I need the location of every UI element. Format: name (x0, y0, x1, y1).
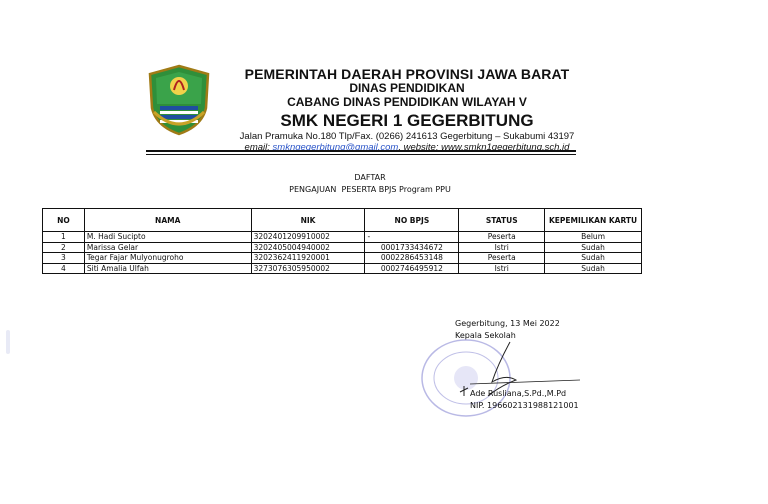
cell-nik: 3202405004940002 (251, 242, 365, 253)
table-header-row (43, 209, 642, 232)
header-nama: NAMA (84, 209, 251, 232)
cell-nama: Siti Amalia Ulfah (84, 263, 251, 274)
letterhead-rule-thick (146, 150, 576, 152)
jawa-barat-crest-icon (146, 64, 212, 136)
header-status: STATUS (459, 209, 545, 232)
cell-nik: 3273076305950002 (251, 263, 365, 274)
letterhead-dinas: DINAS PENDIDIKAN (349, 81, 465, 96)
signer-block (470, 388, 579, 411)
cell-kepemilikan: Sudah (545, 253, 642, 264)
cell-nama: M. Hadi Sucipto (84, 232, 251, 243)
cell-kepemilikan: Belum (545, 232, 642, 243)
table-row (43, 253, 642, 264)
header-no: NO (43, 209, 85, 232)
letterhead-rule-thin (146, 154, 576, 155)
website-text: www.smkn1gegerbitung.sch.id (441, 142, 570, 154)
website-label: , website: (398, 142, 439, 154)
document-title-line1: DAFTAR (354, 173, 386, 182)
letterhead (232, 66, 582, 154)
cell-status: Peserta (459, 232, 545, 243)
header-nik: NIK (251, 209, 365, 232)
signature-place-date: Gegerbitung, 13 Mei 2022 (455, 319, 560, 328)
email-link[interactable]: smkngegerbitung@gmail.com (272, 142, 399, 154)
email-label: email: (244, 142, 270, 154)
cell-kepemilikan: Sudah (545, 242, 642, 253)
cell-no: 3 (43, 253, 85, 264)
cell-no-bpjs: 0002746495912 (365, 263, 459, 274)
header-kepemilikan-kartu: KEPEMILIKAN KARTU (545, 209, 642, 232)
cell-status: Istri (459, 263, 545, 274)
cell-status: Istri (459, 242, 545, 253)
header-no-bpjs: NO BPJS (365, 209, 459, 232)
cell-nama: Tegar Fajar Mulyonugroho (84, 253, 251, 264)
letterhead-school: SMK NEGERI 1 GEGERBITUNG (280, 110, 534, 130)
cell-status: Peserta (459, 253, 545, 264)
signer-nip: NIP. 196602131988121001 (470, 400, 579, 410)
letterhead-address: Jalan Pramuka No.180 Tlp/Fax. (0266) 241613 Gegerbitung – Sukabumi 43197 (239, 131, 575, 143)
cell-kepemilikan: Sudah (545, 263, 642, 274)
document-title-line2: PENGAJUAN PESERTA BPJS Program PPU (289, 184, 451, 194)
table-row (43, 263, 642, 274)
cell-nik: 3202401209910002 (251, 232, 365, 243)
signer-name: Ade Rusliana,S.Pd.,M.Pd (470, 389, 567, 398)
cell-nik: 3202362411920001 (251, 253, 365, 264)
letterhead-contact (232, 143, 582, 154)
table-row (43, 232, 642, 243)
letterhead-province: PEMERINTAH DAERAH PROVINSI JAWA BARAT (244, 66, 570, 82)
letterhead-cabang: CABANG DINAS PENDIDIKAN WILAYAH V (287, 94, 527, 109)
participant-table (42, 208, 642, 274)
cell-no: 4 (43, 263, 85, 274)
cell-no-bpjs: 0002286453148 (365, 253, 459, 264)
document-title (220, 172, 520, 195)
table-row (43, 242, 642, 253)
cell-no-bpjs: - (365, 232, 459, 243)
cell-nama: Marissa Gelar (84, 242, 251, 253)
cell-no-bpjs: 0001733434672 (365, 242, 459, 253)
cell-no: 2 (43, 242, 85, 253)
scan-margin-mark (6, 330, 10, 354)
cell-no: 1 (43, 232, 85, 243)
signature-position: Kepala Sekolah (455, 331, 516, 340)
